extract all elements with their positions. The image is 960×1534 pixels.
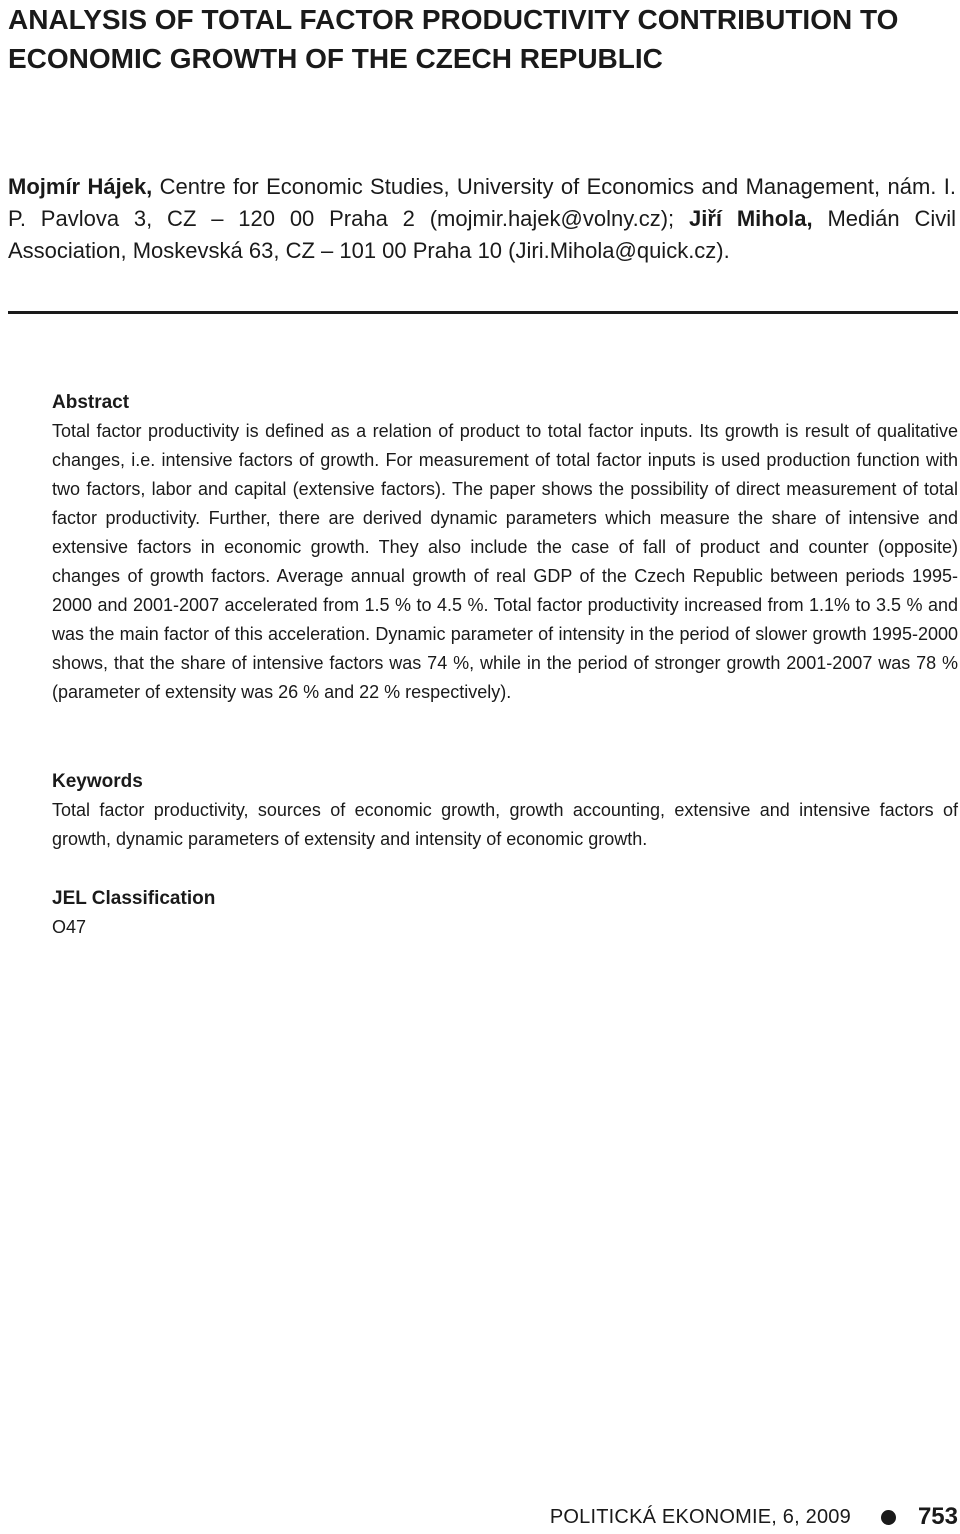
author-name: Jiří Mihola, [688,206,813,231]
jel-section [52,885,958,942]
abstract-heading: Abstract [52,392,130,413]
bullet-dot-icon [881,1510,896,1525]
keywords-heading: Keywords [52,771,143,792]
abstract-section [52,389,958,707]
journal-name: POLITICKÁ EKONOMIE, 6, 2009 [549,1505,851,1528]
jel-heading: JEL Classification [52,888,216,909]
author-affiliation: Medián Civil Association, Moskevská 63, CZ – 101 00 Praha 10 (Jiri.Mihola@quick.cz). [8,206,956,263]
author-name: Mojmír Hájek, [8,174,153,199]
keywords-section [52,768,958,854]
abstract-text: Total factor productivity is defined as a relation of product to total factor inputs. Its growth is result of qualitative changes, i.e. intensive factors of growth. For measurement of total factor inputs is used production function with two factors, labor and capital (extensive factors). The paper shows the possibility of direct measurement of total factor productivity. Further, there are derived dynamic parameters which measure the share of intensive and extensive factors in economic growth. They also include the case of fall of product and counter (opposite) changes of growth factors. Average annual growth of real GDP of the Czech Republic between periods 1995-2000 and 2001-2007 accelerated from 1.5 % to 4.5 %. Total factor productivity increased from 1.1% to 3.5 % and was the main factor of this acceleration. Dynamic parameter of intensity in the period of slower growth 1995-2000 shows, that the share of intensive factors was 74 %, while in the period of stronger growth 2001-2007 was 78 % (parameter of extensity was 26 % and 22 % respectively). [52,421,958,702]
divider-rule [8,311,958,314]
author-block [8,171,956,267]
keywords-text: Total factor productivity, sources of economic growth, growth accounting, extensive and intensive factors of growth, dynamic parameters of extensity and intensity of economic growth. [52,800,958,849]
page-number: 753 [917,1503,958,1530]
paper-title: ANALYSIS OF TOTAL FACTOR PRODUCTIVITY CONTRIBUTION TO ECONOMIC GROWTH OF THE CZECH REPUBLIC [8,4,899,74]
jel-code: O47 [52,917,87,937]
author-affiliation: Centre for Economic Studies, University of Economics and Management, nám. I. P. Pavlova 3, CZ – 120 00 Praha 2 (mojmir.hajek@volny.cz); [8,174,956,231]
